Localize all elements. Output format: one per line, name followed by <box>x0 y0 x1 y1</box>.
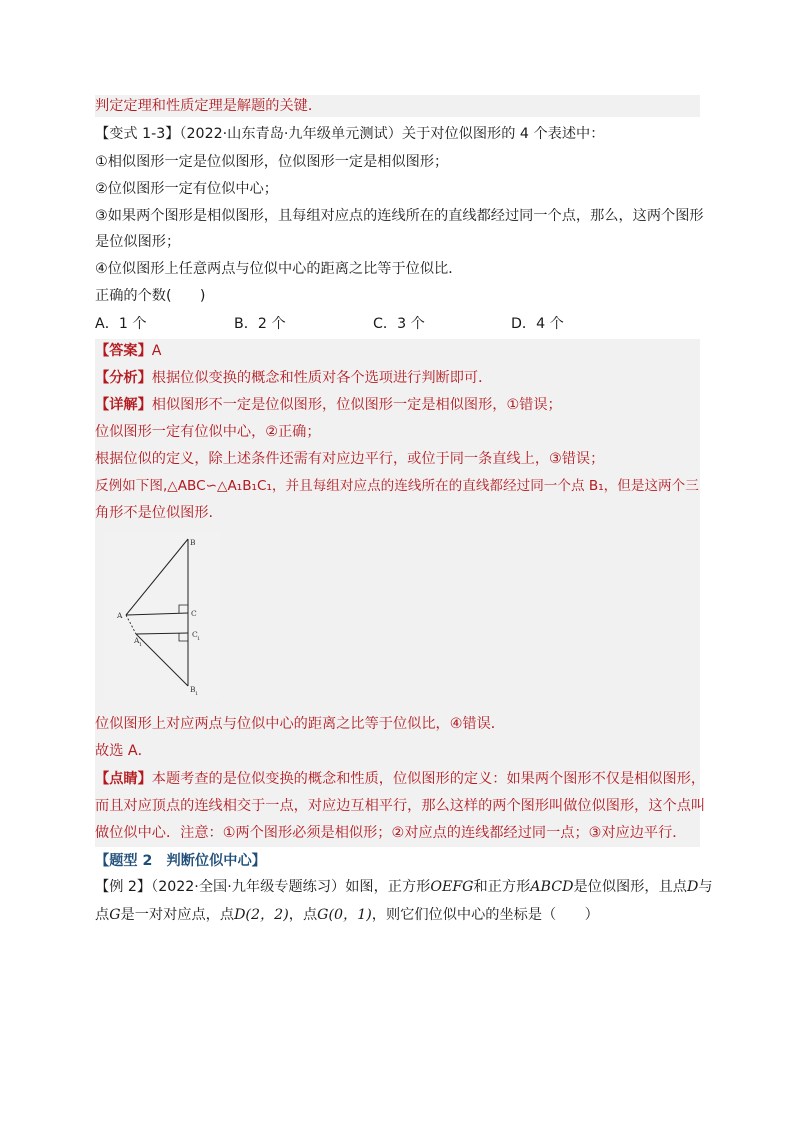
statement-1: ①相似图形一定是位似图形，位似图形一定是相似图形； <box>95 154 449 170</box>
square-oefg: OEFG <box>430 879 474 895</box>
label-b1: B <box>190 685 196 694</box>
statement-4: ④位似图形上任意两点与位似中心的距离之比等于位似比． <box>95 261 463 277</box>
example-line2-d: ，则它们位似中心的坐标是（ ） <box>371 907 599 923</box>
example-text-a: 如图，正方形 <box>345 879 431 895</box>
option-a: A．1 个 <box>95 316 147 332</box>
label-c1: C <box>192 630 198 639</box>
after-figure-2: 故选 A． <box>95 743 152 759</box>
label-a: A <box>117 611 123 620</box>
example-line2-c: ，点 <box>288 907 318 923</box>
example-line2-b: 是一对对应点，点 <box>120 907 235 923</box>
comment-text-1: 本题考查的是位似变换的概念和性质，位似图形的定义：如果两个图形不仅是相似图形， <box>151 771 706 787</box>
statement-3: ③如果两个图形是相似图形，且每组对应点的连线所在的直线都经过同一个点，那么，这两个图形 <box>95 208 704 224</box>
label-a1: A <box>134 636 140 645</box>
example-source: （2022·全国·九年级专题练习） <box>151 879 346 895</box>
detail-line-2: 位似图形一定有位似中心，②正确； <box>95 424 321 440</box>
comment-line-3: 做位似中心．注意：①两个图形必须是相似形；②对应点的连线都经过同一点；③对应边平行． <box>95 825 687 841</box>
comment-line-1 <box>95 769 706 789</box>
example-line-2 <box>95 905 700 925</box>
example-text-d: 与 <box>698 879 713 895</box>
option-c: C．3 个 <box>373 316 425 332</box>
triangle-diagram <box>104 531 220 699</box>
line-a-c <box>126 613 188 615</box>
analysis-line <box>95 368 700 388</box>
line-a1-b1 <box>136 634 188 686</box>
detail-line-3: 根据位似的定义，除上述条件还需有对应边平行，或位于同一条直线上，③错误； <box>95 451 605 467</box>
example-line2-a: 点 <box>95 907 110 923</box>
variant-stem <box>95 124 700 144</box>
variant-source: （2022·山东青岛·九年级单元测试） <box>179 126 402 142</box>
options-row <box>95 313 700 333</box>
variant-question: 关于对位似图形的 4 个表述中： <box>401 126 605 142</box>
detail-line-4: 反例如下图,△ABC∽△A₁B₁C₁，并且每组对应点的连线所在的直线都经过同一个点 B₁，但是这两个三 <box>95 478 699 494</box>
option-b: B．2 个 <box>234 316 286 332</box>
line-a1-c1 <box>136 633 188 634</box>
label-b: B <box>190 538 196 547</box>
label-b1-sub: 1 <box>195 691 199 697</box>
example-text-b: 和正方形 <box>473 879 531 895</box>
right-angle-c1 <box>179 633 188 641</box>
detail-tag: 【详解】 <box>95 397 152 413</box>
continued-text: 判定定理和性质定理是解题的关键． <box>95 98 323 114</box>
detail-line-5: 角形不是位似图形. <box>95 505 214 521</box>
analysis-tag: 【分析】 <box>95 370 152 386</box>
comment-line-2: 而且对应顶点的连线相交于一点，对应边互相平行，那么这样的两个图形叫做位似图形，这个点叫 <box>95 798 706 814</box>
coord-g: G(0，1) <box>317 907 372 923</box>
line-b-a <box>126 539 188 615</box>
point-g: G <box>109 907 121 923</box>
example-tag: 【例 2】 <box>95 879 152 895</box>
detail-text-1: 相似图形不一定是位似图形，位似图形一定是相似图形，①错误； <box>151 397 562 413</box>
right-angle-c <box>179 605 188 613</box>
variant-tag: 【变式 1-3】 <box>95 126 180 142</box>
counterexample-figure <box>104 531 220 699</box>
label-c: C <box>191 609 197 618</box>
detail-line-1 <box>95 395 700 415</box>
answer-line <box>95 341 700 361</box>
after-figure-1: 位似图形上对应两点与位似中心的距离之比等于位似比，④错误． <box>95 716 505 732</box>
comment-tag: 【点睛】 <box>95 771 152 787</box>
statement-3-cont: 是位似图形； <box>95 234 181 250</box>
label-a1-sub: 1 <box>139 642 143 648</box>
square-abcd: ABCD <box>530 879 574 895</box>
coord-d: D(2，2) <box>234 907 289 923</box>
example-line-1 <box>95 877 713 897</box>
point-d: D <box>686 879 699 895</box>
statement-2: ②位似图形一定有位似中心； <box>95 181 278 197</box>
label-c1-sub: 1 <box>197 636 201 642</box>
option-d: D．4 个 <box>511 316 564 332</box>
dashed-a-a1 <box>126 615 136 634</box>
question-prompt: 正确的个数( ) <box>95 288 206 304</box>
analysis-text: 根据位似变换的概念和性质对各个选项进行判断即可． <box>151 370 493 386</box>
answer-value: A <box>151 343 162 359</box>
section-heading: 【题型 2 判断位似中心】 <box>95 853 266 869</box>
answer-tag: 【答案】 <box>95 343 152 359</box>
example-text-c: 是位似图形，且点 <box>573 879 687 895</box>
